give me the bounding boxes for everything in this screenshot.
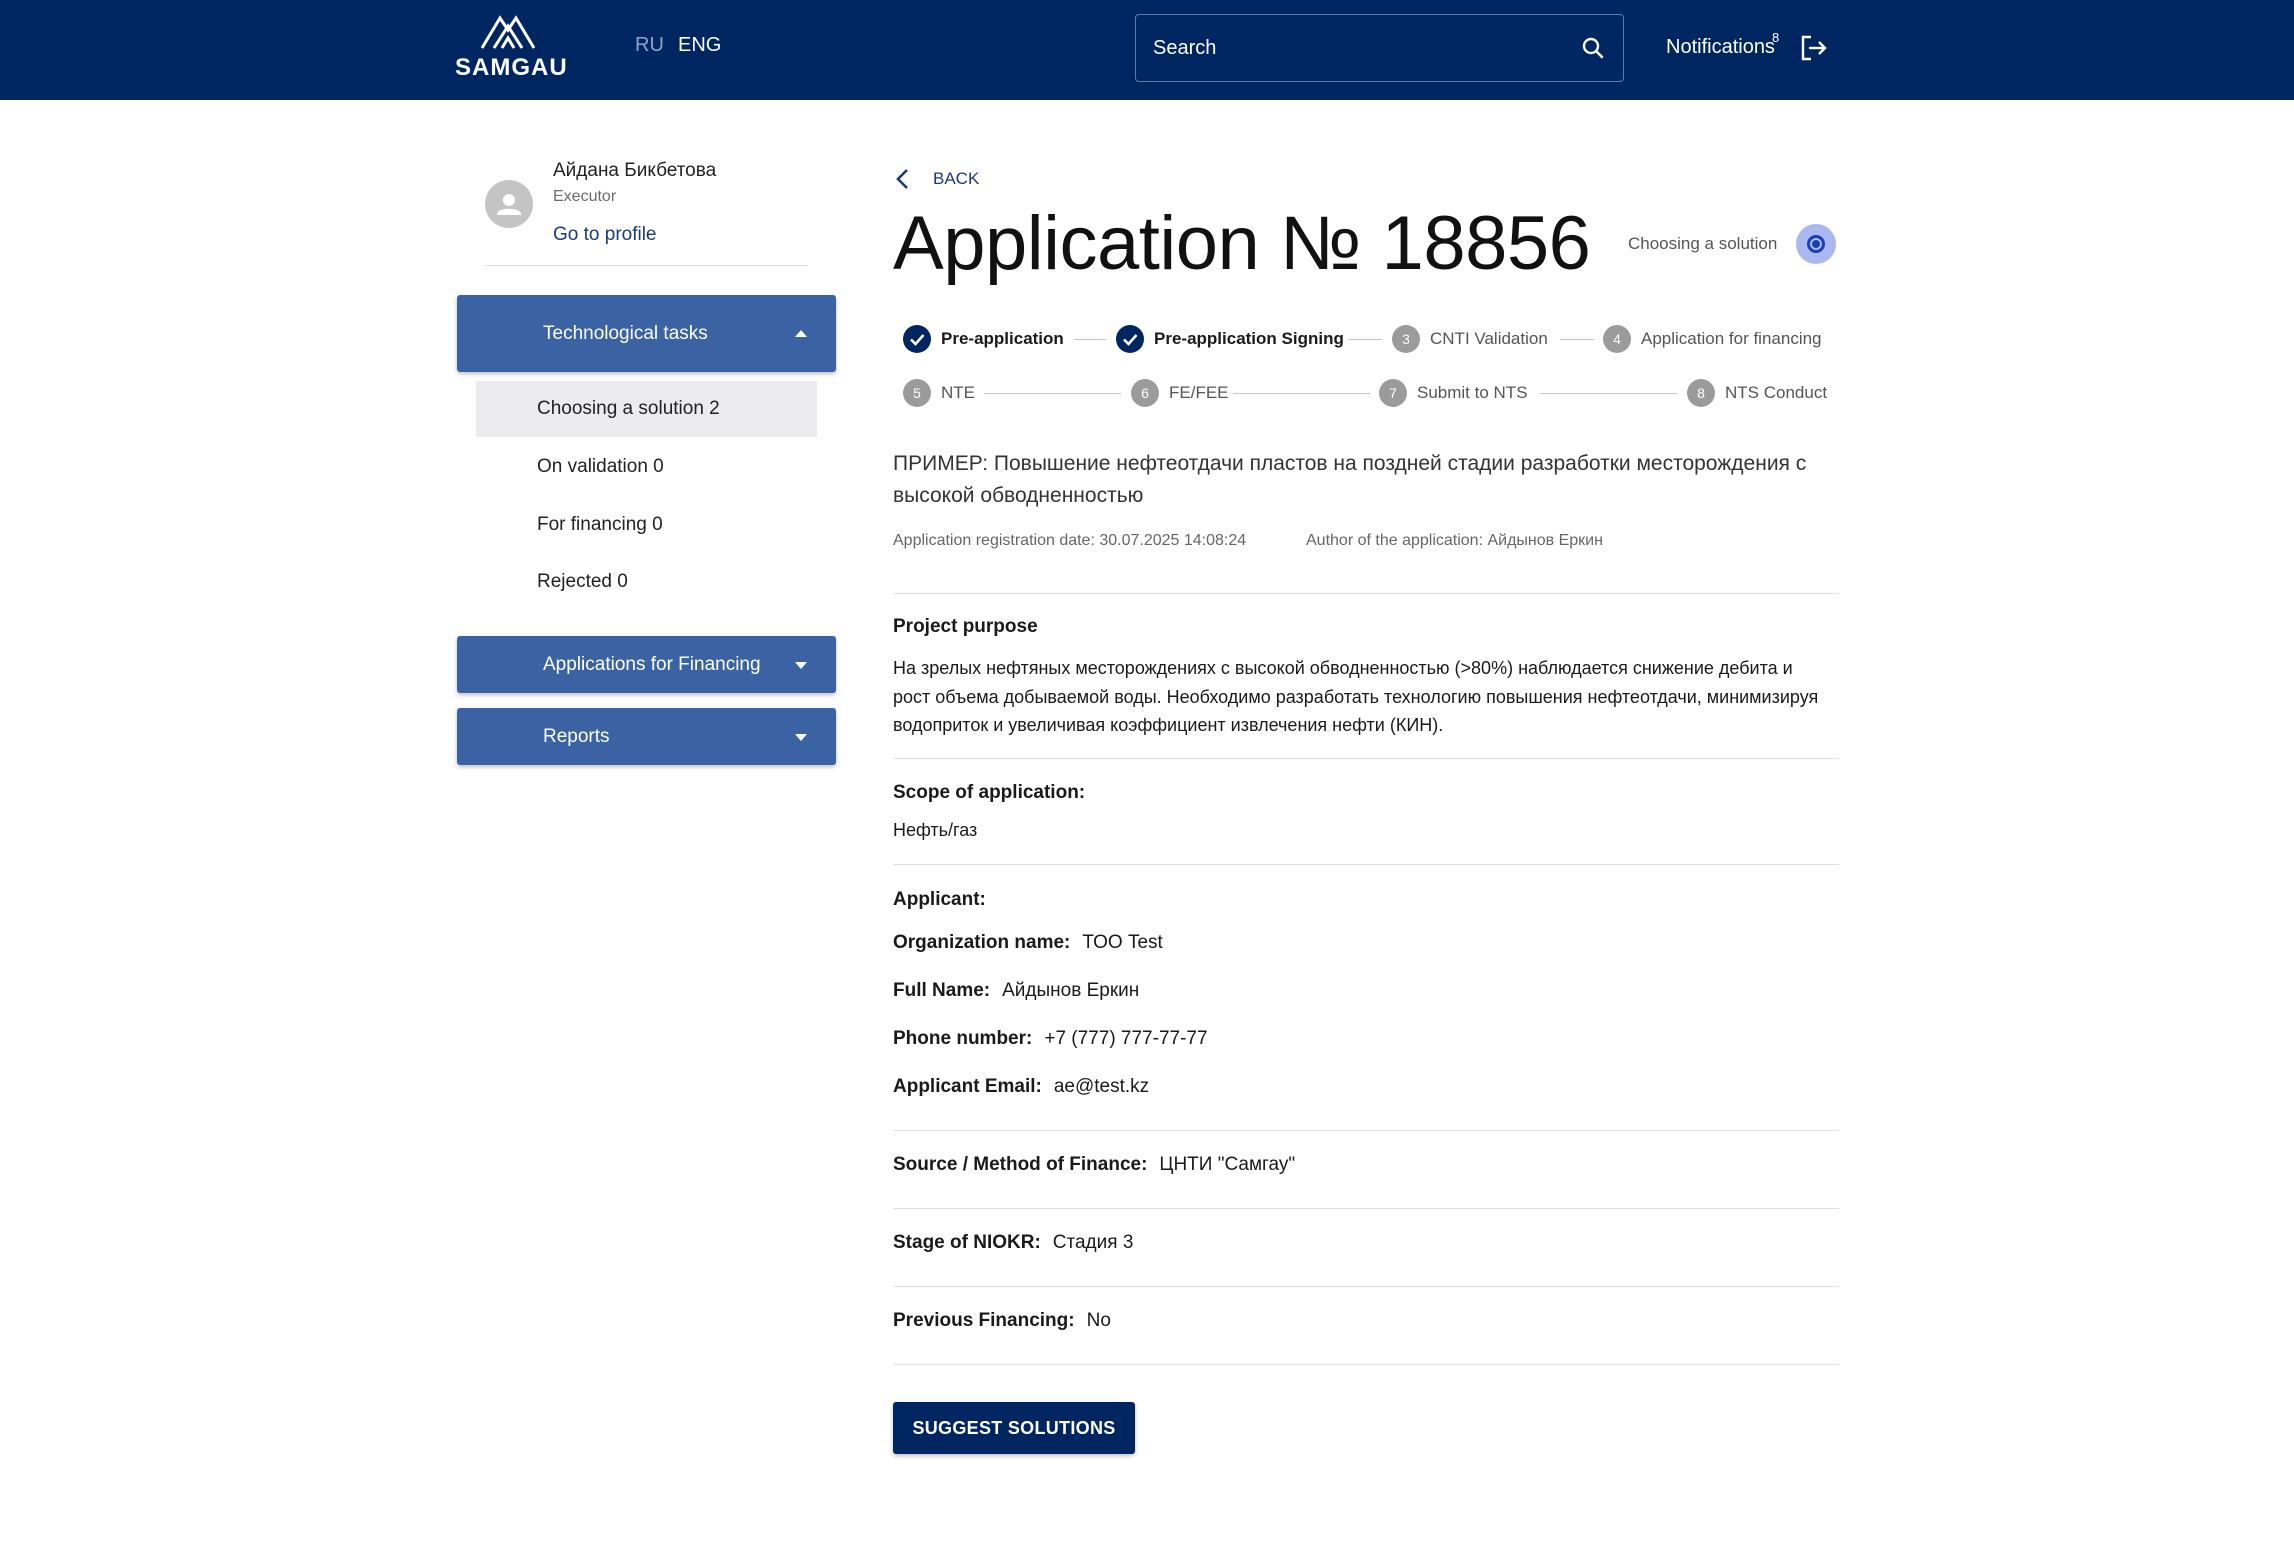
- samgau-logo[interactable]: [455, 12, 568, 82]
- full-name-row: [893, 980, 1139, 1002]
- divider: [893, 1286, 1839, 1287]
- reports-label: Reports: [543, 726, 610, 747]
- phone-label: Phone number:: [893, 1028, 1033, 1049]
- mountain-logo-icon: [478, 12, 538, 52]
- step-connector: [1540, 393, 1677, 394]
- applications-financing-label: Applications for Financing: [543, 654, 761, 675]
- divider: [893, 1364, 1839, 1365]
- step-connector: [984, 393, 1121, 394]
- divider: [893, 1130, 1839, 1131]
- divider: [893, 593, 1839, 594]
- step-label: Application for financing: [1641, 329, 1822, 348]
- step-label: NTE: [941, 383, 975, 402]
- sidebar-item-on-validation[interactable]: [476, 439, 817, 495]
- phone-row: [893, 1028, 1208, 1050]
- step-number: 7: [1379, 379, 1407, 407]
- top-header: [0, 0, 2294, 100]
- sidebar-item-for-financing[interactable]: [476, 497, 817, 553]
- lang-eng-link[interactable]: ENG: [678, 34, 722, 56]
- step-label: Pre-application Signing: [1154, 329, 1344, 348]
- sidebar-item-choosing-solution[interactable]: [476, 381, 817, 437]
- user-role: Executor: [553, 188, 617, 205]
- scope-label: Scope of application:: [893, 782, 1086, 803]
- step-label: Submit to NTS: [1417, 383, 1528, 402]
- search-input[interactable]: [1135, 14, 1624, 82]
- stage-row: [893, 1232, 1133, 1254]
- application-author: Author of the application: Айдынов Еркин: [1306, 532, 1603, 549]
- step-number: 5: [903, 379, 931, 407]
- chevron-left-icon: [895, 168, 911, 190]
- step-label: NTS Conduct: [1725, 383, 1828, 402]
- user-avatar-icon: [485, 180, 533, 228]
- divider: [893, 1208, 1839, 1209]
- user-card: [485, 158, 808, 266]
- organization-row: [893, 932, 1163, 954]
- full-name-value: Айдынов Еркин: [1002, 980, 1140, 1001]
- organization-value: ТОО Test: [1082, 932, 1163, 953]
- email-value: ae@test.kz: [1053, 1076, 1150, 1097]
- sidebar-item-label: For financing 0: [537, 514, 663, 535]
- back-label: BACK: [933, 169, 980, 188]
- divider: [893, 758, 1839, 759]
- search-icon[interactable]: [1581, 36, 1605, 60]
- step-label: FE/FEE: [1169, 383, 1229, 402]
- full-name-label: Full Name:: [893, 980, 991, 1001]
- step-connector: [1233, 393, 1370, 394]
- logout-icon[interactable]: [1799, 34, 1829, 62]
- stage-value: Стадия 3: [1052, 1232, 1134, 1253]
- project-purpose-label: Project purpose: [893, 616, 1038, 637]
- source-label: Source / Method of Finance:: [893, 1154, 1148, 1175]
- organization-label: Organization name:: [893, 932, 1071, 953]
- step-connector: [1560, 339, 1594, 340]
- technological-tasks-label: Technological tasks: [543, 323, 708, 344]
- source-row: [893, 1154, 1295, 1176]
- search-placeholder: Search: [1153, 37, 1217, 59]
- step-number: 8: [1687, 379, 1715, 407]
- step-connector: [1074, 339, 1106, 340]
- logo-text: SAMGAU: [455, 54, 568, 81]
- caret-up-icon: [794, 329, 808, 337]
- step-label: CNTI Validation: [1430, 329, 1548, 348]
- applicant-label: Applicant:: [893, 889, 986, 910]
- user-name: Айдана Бикбетова: [553, 160, 717, 181]
- email-label: Applicant Email:: [893, 1076, 1042, 1097]
- applications-for-financing-menu[interactable]: [457, 636, 836, 693]
- reports-menu[interactable]: [457, 708, 836, 765]
- caret-down-icon: [794, 662, 808, 670]
- step-number: 4: [1603, 325, 1631, 353]
- go-to-profile-link[interactable]: Go to profile: [553, 224, 657, 245]
- notifications-count-badge: 8: [1772, 30, 1780, 45]
- check-icon: [1116, 325, 1144, 353]
- registration-date: Application registration date: 30.07.2025 14:08:24: [893, 532, 1247, 549]
- step-number: 6: [1131, 379, 1159, 407]
- previous-financing-value: No: [1086, 1310, 1111, 1331]
- step-number: 3: [1392, 325, 1420, 353]
- scope-value: Нефть/газ: [893, 820, 978, 840]
- application-description: ПРИМЕР: Повышение нефтеотдачи пластов на поздней стадии разработки месторождения с высокой обводненностью: [893, 452, 1807, 507]
- check-icon: [903, 325, 931, 353]
- caret-down-icon: [794, 734, 808, 742]
- email-row: [893, 1076, 1149, 1098]
- source-value: ЦНТИ "Самгау": [1159, 1154, 1296, 1175]
- status-radio-icon: [1796, 224, 1836, 264]
- step-connector: [1348, 339, 1382, 340]
- sidebar-item-label: Choosing a solution 2: [537, 398, 720, 419]
- lang-ru-link[interactable]: RU: [635, 34, 664, 56]
- previous-financing-label: Previous Financing:: [893, 1310, 1075, 1331]
- phone-value: +7 (777) 777-77-77: [1044, 1028, 1208, 1049]
- previous-financing-row: [893, 1310, 1111, 1332]
- avatar: [485, 180, 533, 228]
- project-purpose-text: На зрелых нефтяных месторождениях с высокой обводненностью (>80%) наблюдается снижение дебита и рост объема добываемой воды. Необходимо разработать технологию повышения нефтеотдачи, минимизируя водоприток и увеличивая коэффициент извлечения нефти (КИН).: [893, 658, 1819, 735]
- divider: [893, 864, 1839, 865]
- notifications-link[interactable]: Notifications: [1666, 36, 1775, 58]
- page-title: Application № 18856: [893, 201, 1591, 286]
- technological-tasks-menu[interactable]: [457, 295, 836, 372]
- sidebar-item-label: Rejected 0: [537, 571, 628, 592]
- sidebar-item-rejected[interactable]: [476, 554, 817, 610]
- suggest-solutions-button[interactable]: SUGGEST SOLUTIONS: [893, 1402, 1135, 1454]
- stage-label: Stage of NIOKR:: [893, 1232, 1041, 1253]
- status-label: Choosing a solution: [1628, 234, 1778, 253]
- step-label: Pre-application: [941, 329, 1064, 348]
- sidebar-item-label: On validation 0: [537, 456, 664, 477]
